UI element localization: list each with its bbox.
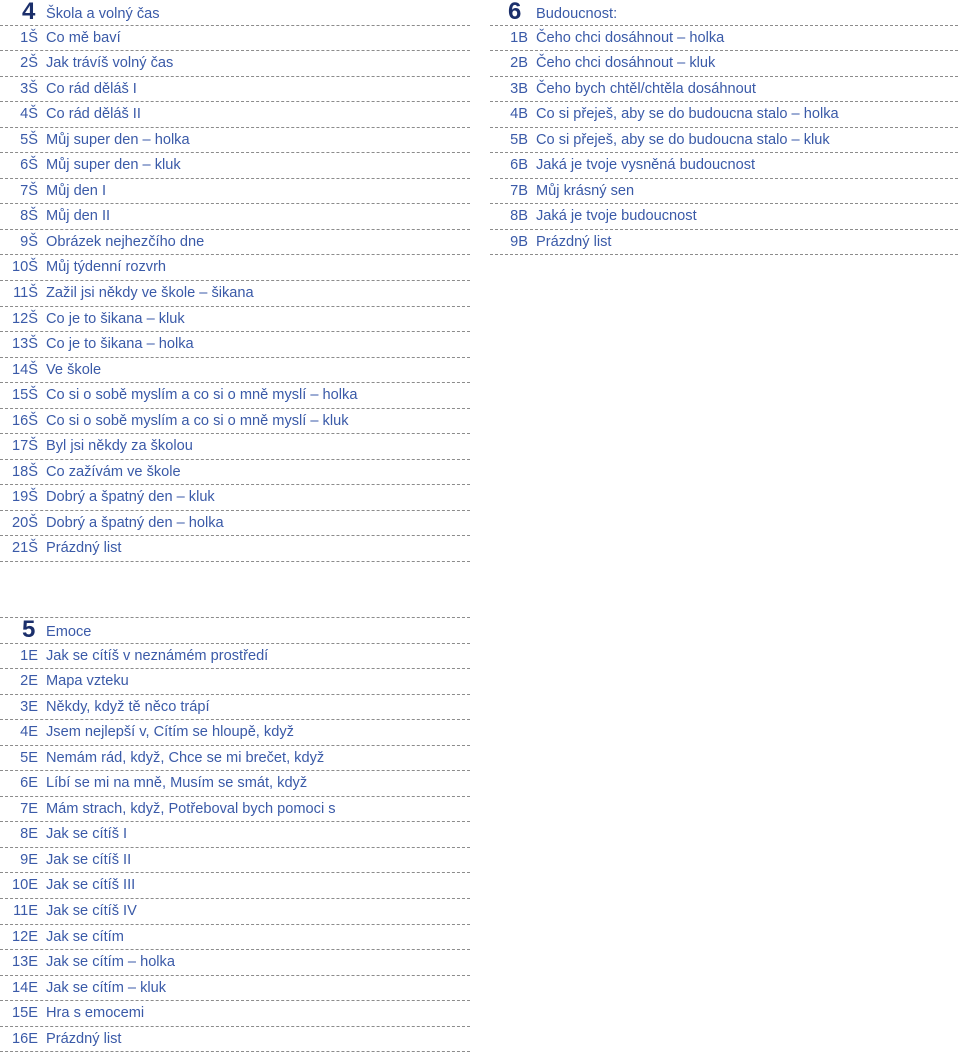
item-label: Co si přeješ, aby se do budoucna stalo – holka <box>536 106 839 123</box>
item-label: Jak se cítím <box>46 928 124 945</box>
item-code: 8E <box>20 826 38 843</box>
list-item <box>0 77 470 103</box>
item-code: 1B <box>510 29 528 46</box>
item-code: 7E <box>20 800 38 817</box>
list-item <box>0 771 470 797</box>
item-label: Co si o sobě myslím a co si o mně myslí – kluk <box>46 412 349 429</box>
list-item <box>490 51 958 77</box>
list-item <box>0 281 470 307</box>
item-label: Jak se cítíš v neznámém prostředí <box>46 647 269 664</box>
item-label: Byl jsi někdy za školou <box>46 438 193 455</box>
item-label: Jak se cítím – kluk <box>46 979 167 996</box>
list-item <box>0 102 470 128</box>
section-item-list <box>0 644 470 1053</box>
item-label: Co zažívám ve škole <box>46 463 181 480</box>
list-item <box>0 51 470 77</box>
list-item <box>0 1001 470 1027</box>
item-label: Nemám rád, když, Chce se mi brečet, když <box>46 749 325 766</box>
item-label: Líbí se mi na mně, Musím se smát, když <box>46 775 308 792</box>
item-code: 12Š <box>12 310 38 327</box>
list-item <box>0 511 470 537</box>
item-code: 4B <box>510 106 528 123</box>
list-item <box>0 409 470 435</box>
list-item <box>0 822 470 848</box>
item-label: Co si o sobě myslím a co si o mně myslí – holka <box>46 387 358 404</box>
item-code: 6E <box>20 775 38 792</box>
item-label: Můj den I <box>46 182 107 199</box>
item-code: 6Š <box>20 157 38 174</box>
list-item <box>0 332 470 358</box>
item-label: Mapa vzteku <box>46 673 129 690</box>
item-label: Co je to šikana – kluk <box>46 310 185 327</box>
item-code: 4E <box>20 724 38 741</box>
list-item <box>0 255 470 281</box>
item-label: Prázdný list <box>536 233 612 250</box>
item-label: Můj super den – holka <box>46 131 190 148</box>
item-code: 7B <box>510 182 528 199</box>
list-item <box>490 77 958 103</box>
list-item <box>0 1027 470 1053</box>
item-code: 11E <box>13 902 38 919</box>
item-label: Čeho bych chtěl/chtěla dosáhnout <box>536 80 756 97</box>
item-code: 9B <box>510 233 528 250</box>
item-code: 9E <box>20 851 38 868</box>
item-label: Jak se cítíš I <box>46 826 128 843</box>
list-item <box>0 358 470 384</box>
item-label: Mám strach, když, Potřeboval bych pomoci s <box>46 800 336 817</box>
item-label: Prázdný list <box>46 540 122 557</box>
list-item <box>0 644 470 670</box>
section-number: 5 <box>22 616 36 644</box>
item-label: Někdy, když tě něco trápí <box>46 698 210 715</box>
item-label: Můj den II <box>46 208 111 225</box>
item-code: 10Š <box>12 259 38 276</box>
item-label: Jak se cítíš IV <box>46 902 137 919</box>
item-code: 3Š <box>20 80 38 97</box>
list-item <box>0 950 470 976</box>
item-code: 2B <box>510 55 528 72</box>
section-header <box>490 0 958 26</box>
list-item <box>0 746 470 772</box>
item-label: Čeho chci dosáhnout – kluk <box>536 55 716 72</box>
list-item <box>0 230 470 256</box>
list-item <box>0 899 470 925</box>
item-code: 11Š <box>13 284 38 301</box>
list-item <box>0 434 470 460</box>
list-item <box>0 695 470 721</box>
item-label: Jaká je tvoje vysněná budoucnost <box>536 157 756 174</box>
list-item <box>0 720 470 746</box>
section-school-and-free-time <box>0 0 470 562</box>
item-label: Můj týdenní rozvrh <box>46 259 167 276</box>
item-label: Co mě baví <box>46 29 121 46</box>
item-code: 1E <box>20 647 38 664</box>
list-item <box>0 797 470 823</box>
item-label: Co rád děláš I <box>46 80 137 97</box>
list-item <box>0 669 470 695</box>
list-item <box>0 26 470 52</box>
section-number: 4 <box>22 0 36 26</box>
item-code: 6B <box>510 157 528 174</box>
item-label: Dobrý a špatný den – kluk <box>46 489 215 506</box>
item-label: Prázdný list <box>46 1030 122 1047</box>
list-item <box>0 383 470 409</box>
section-emotions <box>0 617 470 1052</box>
item-label: Co rád děláš II <box>46 106 141 123</box>
list-item <box>0 179 470 205</box>
item-code: 13E <box>12 954 38 971</box>
list-item <box>0 536 470 562</box>
list-item <box>490 128 958 154</box>
item-label: Jak se cítíš III <box>46 877 136 894</box>
section-title: Budoucnost: <box>536 5 618 22</box>
list-item <box>490 230 958 256</box>
section-item-list <box>490 26 958 256</box>
item-code: 10E <box>12 877 38 894</box>
item-label: Jak trávíš volný čas <box>46 55 174 72</box>
item-code: 18Š <box>12 463 38 480</box>
item-code: 7Š <box>20 182 38 199</box>
item-code: 9Š <box>20 233 38 250</box>
item-code: 21Š <box>12 540 38 557</box>
item-code: 14E <box>12 979 38 996</box>
item-code: 15Š <box>12 387 38 404</box>
item-label: Můj super den – kluk <box>46 157 181 174</box>
list-item <box>0 153 470 179</box>
item-label: Jsem nejlepší v, Cítím se hloupě, když <box>46 724 294 741</box>
item-code: 13Š <box>12 336 38 353</box>
list-item <box>0 848 470 874</box>
item-label: Zažil jsi někdy ve škole – šikana <box>46 284 254 301</box>
item-code: 17Š <box>12 438 38 455</box>
list-item <box>0 128 470 154</box>
section-item-list <box>0 26 470 562</box>
item-label: Co si přeješ, aby se do budoucna stalo – kluk <box>536 131 830 148</box>
item-label: Jak se cítím – holka <box>46 954 175 971</box>
item-code: 1Š <box>20 29 38 46</box>
item-label: Ve škole <box>46 361 102 378</box>
item-label: Jaká je tvoje budoucnost <box>536 208 697 225</box>
item-code: 16E <box>12 1030 38 1047</box>
item-code: 2E <box>20 673 38 690</box>
item-code: 3B <box>510 80 528 97</box>
item-label: Co je to šikana – holka <box>46 336 194 353</box>
item-code: 20Š <box>12 514 38 531</box>
section-title: Škola a volný čas <box>46 5 160 22</box>
item-code: 16Š <box>12 412 38 429</box>
item-code: 5B <box>510 131 528 148</box>
item-code: 19Š <box>12 489 38 506</box>
list-item <box>490 153 958 179</box>
item-code: 5E <box>20 749 38 766</box>
item-code: 2Š <box>20 55 38 72</box>
section-header <box>0 0 470 26</box>
list-item <box>0 485 470 511</box>
list-item <box>0 204 470 230</box>
list-item <box>490 204 958 230</box>
list-item <box>490 26 958 52</box>
item-label: Jak se cítíš II <box>46 851 132 868</box>
section-future <box>490 0 958 255</box>
section-title: Emoce <box>46 623 92 640</box>
item-code: 15E <box>12 1005 38 1022</box>
item-code: 4Š <box>20 106 38 123</box>
item-label: Můj krásný sen <box>536 182 635 199</box>
list-item <box>0 976 470 1002</box>
item-label: Obrázek nejhezčího dne <box>46 233 205 250</box>
list-item <box>490 179 958 205</box>
list-item <box>0 307 470 333</box>
list-item <box>0 925 470 951</box>
list-item <box>490 102 958 128</box>
item-label: Dobrý a špatný den – holka <box>46 514 224 531</box>
item-code: 14Š <box>12 361 38 378</box>
list-item <box>0 460 470 486</box>
item-label: Čeho chci dosáhnout – holka <box>536 29 725 46</box>
section-number: 6 <box>508 0 522 26</box>
item-code: 5Š <box>20 131 38 148</box>
item-code: 8Š <box>20 208 38 225</box>
item-label: Hra s emocemi <box>46 1005 145 1022</box>
item-code: 8B <box>510 208 528 225</box>
item-code: 12E <box>12 928 38 945</box>
list-item <box>0 873 470 899</box>
item-code: 3E <box>20 698 38 715</box>
section-header <box>0 618 470 644</box>
